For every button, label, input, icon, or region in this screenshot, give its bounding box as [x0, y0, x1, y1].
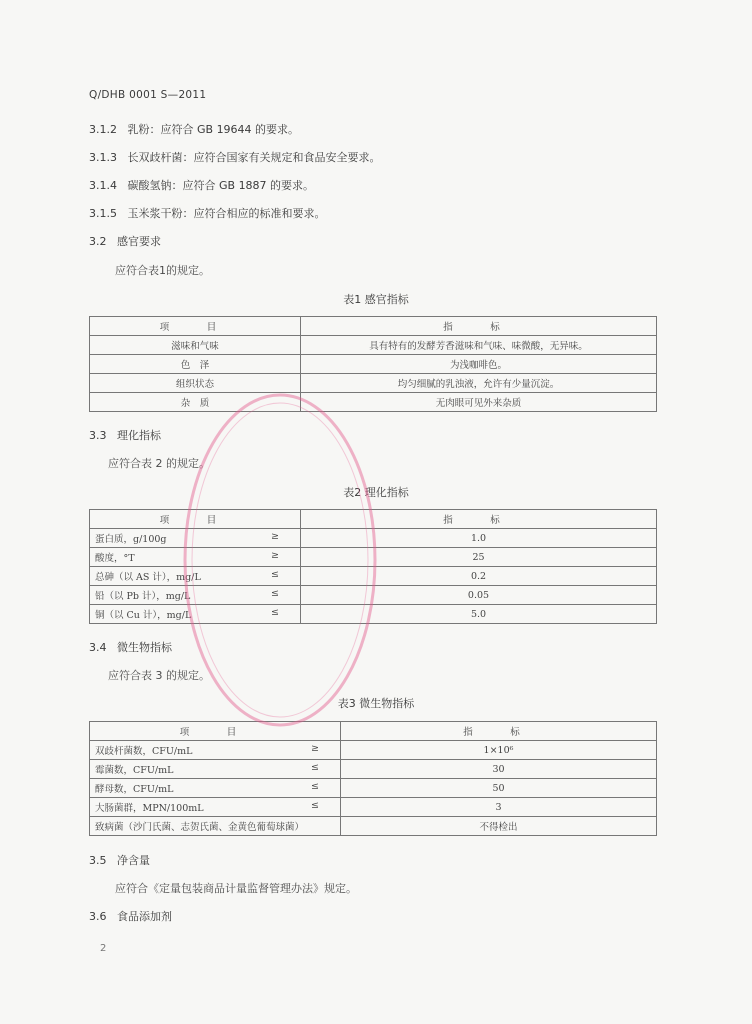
table-row	[90, 529, 657, 548]
table-2-physchem	[89, 509, 657, 624]
row-label: 双歧杆菌数，CFU/mL	[95, 746, 193, 757]
header-index: 指 标	[341, 722, 657, 741]
row-item	[90, 817, 341, 836]
item-number: 3.1.2	[89, 123, 117, 136]
sensory-intro: 应符合表1的规定。	[115, 264, 210, 277]
row-label: 霉菌数，CFU/mL	[95, 765, 174, 776]
section-title: 净含量	[117, 854, 150, 867]
row-value: 不得检出	[341, 817, 657, 836]
item-text: 玉米浆干粉：应符合相应的标准和要求。	[127, 207, 326, 220]
section-title: 理化指标	[117, 429, 161, 442]
table-row	[90, 741, 657, 760]
row-item	[90, 741, 341, 760]
section-heading-sensory	[89, 233, 161, 249]
header-item: 项 目	[90, 510, 301, 529]
row-value: 5.0	[301, 605, 657, 624]
row-item: 组织状态	[90, 374, 301, 393]
row-value: 1.0	[301, 529, 657, 548]
table-row	[90, 355, 657, 374]
row-value: 1×10⁶	[341, 741, 657, 760]
row-label: 总砷（以 AS 计），mg/L	[95, 572, 201, 583]
comparison-symbol: ≤	[311, 762, 319, 773]
section-number: 3.3	[89, 429, 107, 442]
row-item	[90, 760, 341, 779]
document-code: Q/DHB 0001 S—2011	[89, 89, 207, 101]
table-row	[90, 393, 657, 412]
item-number: 3.1.3	[89, 151, 117, 164]
micro-intro: 应符合表 3 的规定。	[108, 669, 210, 682]
row-value: 为浅咖啡色。	[301, 355, 657, 374]
comparison-symbol: ≥	[271, 550, 279, 561]
header-item: 项 目	[90, 722, 341, 741]
row-value: 均匀细腻的乳浊液，允许有少量沉淀。	[301, 374, 657, 393]
row-value: 30	[341, 760, 657, 779]
comparison-symbol: ≤	[311, 800, 319, 811]
comparison-symbol: ≥	[311, 743, 319, 754]
table-header-row	[90, 722, 657, 741]
row-label: 大肠菌群，MPN/100mL	[95, 803, 204, 814]
table-row	[90, 798, 657, 817]
table-row	[90, 586, 657, 605]
row-item	[90, 586, 301, 605]
table-header-row	[90, 510, 657, 529]
row-label: 酸度，°T	[95, 553, 135, 564]
section-heading-micro	[89, 639, 172, 655]
row-label: 铅（以 Pb 计），mg/L	[95, 591, 191, 602]
item-text: 碳酸氢钠：应符合 GB 1887 的要求。	[127, 179, 315, 192]
row-item: 杂 质	[90, 393, 301, 412]
comparison-symbol: ≤	[271, 569, 279, 580]
item-3-1-2	[89, 121, 299, 137]
row-value: 0.2	[301, 567, 657, 586]
row-value: 25	[301, 548, 657, 567]
row-value: 3	[341, 798, 657, 817]
section-heading-additive	[89, 908, 172, 924]
item-3-1-4	[89, 177, 314, 193]
table-row	[90, 548, 657, 567]
header-item: 项 目	[90, 317, 301, 336]
table-row	[90, 817, 657, 836]
table-row	[90, 374, 657, 393]
header-index: 指 标	[301, 510, 657, 529]
row-item	[90, 798, 341, 817]
section-title: 食品添加剂	[117, 910, 172, 923]
item-3-1-5	[89, 205, 326, 221]
table-3-caption: 表3 微生物指标	[337, 697, 415, 710]
net-text: 应符合《定量包装商品计量监督管理办法》规定。	[115, 882, 357, 895]
row-item	[90, 567, 301, 586]
row-item: 滋味和气味	[90, 336, 301, 355]
item-3-1-3	[89, 149, 381, 165]
comparison-symbol: ≤	[271, 607, 279, 618]
table-1-caption: 表1 感官指标	[343, 293, 409, 306]
item-number: 3.1.4	[89, 179, 117, 192]
comparison-symbol: ≤	[271, 588, 279, 599]
table-row	[90, 779, 657, 798]
row-label: 铜（以 Cu 计），mg/L	[95, 610, 192, 621]
item-number: 3.1.5	[89, 207, 117, 220]
table-row	[90, 760, 657, 779]
table-row	[90, 567, 657, 586]
page-number: 2	[100, 943, 107, 954]
row-value: 0.05	[301, 586, 657, 605]
row-item	[90, 548, 301, 567]
table-header-row	[90, 317, 657, 336]
header-index: 指 标	[301, 317, 657, 336]
comparison-symbol: ≥	[271, 531, 279, 542]
section-number: 3.6	[89, 910, 107, 923]
row-item	[90, 779, 341, 798]
comparison-symbol: ≤	[311, 781, 319, 792]
table-row	[90, 605, 657, 624]
row-item	[90, 529, 301, 548]
table-3-micro	[89, 721, 657, 836]
item-text: 乳粉：应符合 GB 19644 的要求。	[127, 123, 300, 136]
table-1-sensory	[89, 316, 657, 412]
row-value: 50	[341, 779, 657, 798]
section-title: 感官要求	[117, 235, 161, 248]
section-title: 微生物指标	[117, 641, 172, 654]
section-number: 3.2	[89, 235, 107, 248]
row-value: 具有特有的发酵芳香滋味和气味、味微酸，无异味。	[301, 336, 657, 355]
table-2-caption: 表2 理化指标	[343, 486, 409, 499]
section-number: 3.4	[89, 641, 107, 654]
table-row	[90, 336, 657, 355]
row-value: 无肉眼可见外来杂质	[301, 393, 657, 412]
row-label: 致病菌（沙门氏菌、志贺氏菌、金黄色葡萄球菌）	[95, 822, 305, 833]
physchem-intro: 应符合表 2 的规定。	[108, 457, 210, 470]
section-heading-physchem	[89, 427, 161, 443]
row-item: 色 泽	[90, 355, 301, 374]
row-label: 蛋白质，g/100g	[95, 534, 167, 545]
section-heading-net	[89, 852, 150, 868]
item-text: 长双歧杆菌：应符合国家有关规定和食品安全要求。	[127, 151, 381, 164]
row-item	[90, 605, 301, 624]
row-label: 酵母数，CFU/mL	[95, 784, 174, 795]
section-number: 3.5	[89, 854, 107, 867]
